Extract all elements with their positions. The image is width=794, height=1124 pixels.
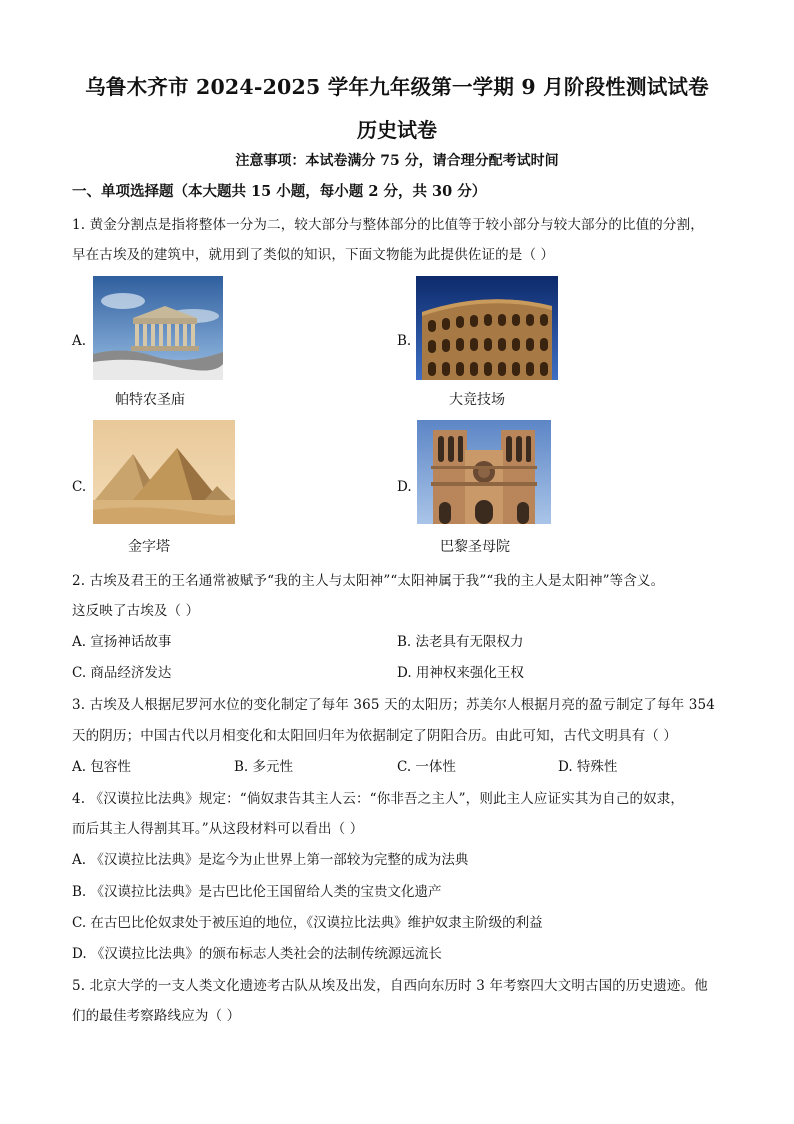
pyramids-photo: [93, 420, 235, 524]
q3-line2: 天的阴历；中国古代以月相变化和太阳回归年为依据制定了阴阳合历。由此可知，古代文明具有（ ）: [72, 728, 678, 744]
q1-option-c-letter: C.: [72, 479, 87, 495]
q1-option-c-caption: 金字塔: [128, 539, 170, 555]
q4-option-a[interactable]: A. 《汉谟拉比法典》是迄今为止世界上第一部较为完整的成为法典: [72, 852, 469, 868]
exam-title: 乌鲁木齐市 2024-2025 学年九年级第一学期 9 月阶段性测试试卷: [85, 75, 709, 99]
q4-option-c[interactable]: C. 在古巴比伦奴隶处于被压迫的地位，《汉谟拉比法典》维护奴隶主阶级的利益: [72, 915, 543, 931]
q2-line2: 这反映了古埃及（ ）: [72, 603, 200, 619]
q2-option-a[interactable]: A. 宣扬神话故事: [72, 634, 172, 650]
q3-option-c[interactable]: C. 一体性: [397, 759, 456, 775]
q5-line1: 5. 北京大学的一支人类文化遗迹考古队从埃及出发，自西向东历时 3 年考察四大文明古国的历史遗迹。他: [72, 978, 708, 994]
exam-notice: 注意事项：本试卷满分 75 分，请合理分配考试时间: [235, 153, 559, 169]
q1-option-d-letter: D.: [397, 479, 412, 495]
q1-option-b-letter: B.: [397, 333, 412, 349]
q3-option-d[interactable]: D. 特殊性: [558, 759, 618, 775]
q1-line1: 1. 黄金分割点是指将整体一分为二，较大部分与整体部分的比值等于较小部分与较大部分的比值的分割，: [72, 217, 704, 233]
q3-option-a[interactable]: A. 包容性: [72, 759, 131, 775]
q4-option-d[interactable]: D. 《汉谟拉比法典》的颁布标志人类社会的法制传统源远流长: [72, 946, 442, 962]
exam-subtitle: 历史试卷: [357, 118, 437, 142]
q1-line2: 早在古埃及的建筑中，就用到了类似的知识，下面文物能为此提供佐证的是（ ）: [72, 247, 555, 263]
q2-line1: 2. 古埃及君王的王名通常被赋予“我的主人与太阳神”“太阳神属于我”“我的主人是太阳神”等含义。: [72, 573, 665, 589]
q3-option-b[interactable]: B. 多元性: [234, 759, 294, 775]
q1-option-a-letter: A.: [72, 333, 87, 349]
q4-option-b[interactable]: B. 《汉谟拉比法典》是古巴比伦王国留给人类的宝贵文化遗产: [72, 884, 442, 900]
q2-option-d[interactable]: D. 用神权来强化王权: [397, 665, 524, 681]
q4-line2: 而后其主人得割其耳。”从这段材料可以看出（ ）: [72, 821, 364, 837]
q2-option-c[interactable]: C. 商品经济发达: [72, 665, 172, 681]
parthenon-photo: [93, 276, 223, 380]
q5-line2: 们的最佳考察路线应为（ ）: [72, 1008, 241, 1024]
q1-option-b-caption: 大竞技场: [449, 392, 505, 408]
q1-option-a-caption: 帕特农圣庙: [115, 392, 185, 408]
colosseum-photo: [416, 276, 558, 380]
q2-option-b[interactable]: B. 法老具有无限权力: [397, 634, 524, 650]
notre-dame-photo: [417, 420, 551, 524]
q4-line1: 4. 《汉谟拉比法典》规定：“倘奴隶告其主人云：“你非吾之主人”，则此主人应证实其为自己的奴隶，: [72, 791, 685, 807]
q1-option-d-caption: 巴黎圣母院: [440, 539, 510, 555]
q3-line1: 3. 古埃及人根据尼罗河水位的变化制定了每年 365 天的太阳历；苏美尔人根据月亮的盈亏制定了每年 354: [72, 697, 716, 713]
section-heading: 一、单项选择题（本大题共 15 小题，每小题 2 分，共 30 分）: [72, 183, 487, 200]
